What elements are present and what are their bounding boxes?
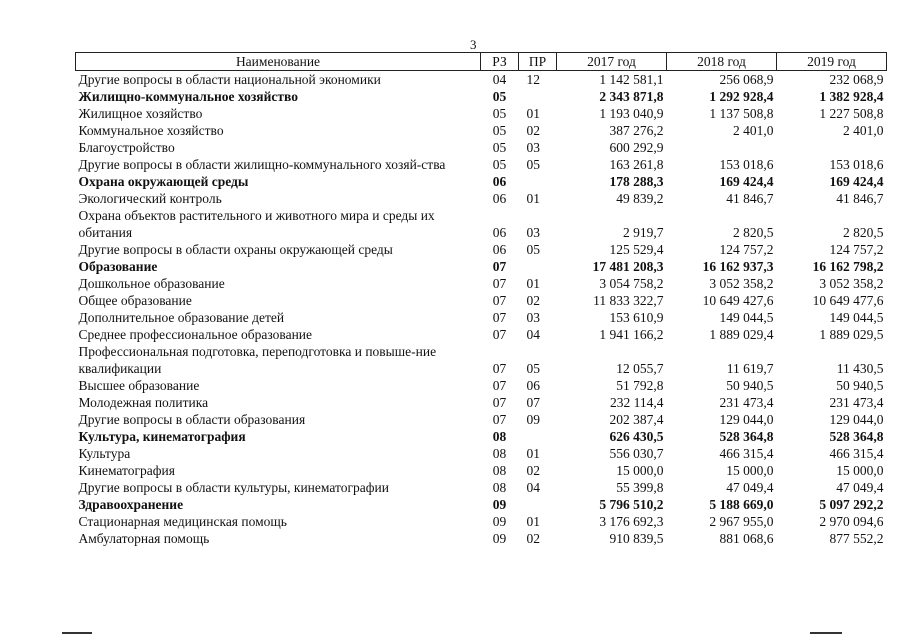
row-name: Здравоохранение (78, 497, 184, 512)
row-name: Жилищно-коммунальное хозяйство (78, 89, 298, 104)
row-rz: 07 (492, 293, 507, 308)
row-2017: 626 430,5 (609, 429, 664, 444)
row-2018: 11 619,7 (726, 361, 774, 376)
table-row (76, 241, 887, 258)
table-row (76, 326, 887, 343)
row-name: Охрана окружающей среды (78, 174, 249, 189)
footer-rule-left (62, 632, 92, 634)
row-2019: 153 018,6 (829, 157, 884, 172)
row-2017: 2 919,7 (623, 225, 664, 240)
row-2018: 124 757,2 (719, 242, 774, 257)
row-2019: 129 044,0 (829, 412, 884, 427)
row-pr (519, 88, 557, 105)
row-pr: 09 (526, 412, 540, 427)
row-2017: 15 000,0 (616, 463, 664, 478)
row-2017: 387 276,2 (609, 123, 664, 138)
row-name: Другие вопросы в области образования (78, 412, 306, 427)
row-2018: 1 292 928,4 (709, 89, 774, 104)
table-row (76, 88, 887, 105)
row-pr (519, 258, 557, 275)
row-2017: 11 833 322,7 (593, 293, 664, 308)
row-rz: 07 (492, 378, 507, 393)
row-rz: 07 (492, 310, 507, 325)
row-rz: 08 (492, 429, 507, 444)
row-rz: 08 (492, 480, 507, 495)
row-2017: 1 142 581,1 (599, 72, 664, 87)
row-2019: 169 424,4 (829, 174, 884, 189)
row-name: Среднее профессиональное образование (78, 327, 313, 342)
row-2018: 1 137 508,8 (709, 106, 774, 121)
row-2018: 2 967 955,0 (709, 514, 774, 529)
footer-rule-right (810, 632, 842, 634)
row-rz: 05 (492, 106, 507, 121)
table-row (76, 122, 887, 139)
table-row (76, 428, 887, 445)
row-rz: 07 (492, 395, 507, 410)
row-2019: 1 227 508,8 (819, 106, 884, 121)
row-pr: 01 (526, 276, 540, 291)
row-rz: 07 (492, 276, 507, 291)
table-body (76, 71, 887, 548)
row-2018: 153 018,6 (719, 157, 774, 172)
row-2017: 163 261,8 (609, 157, 664, 172)
row-2017: 5 796 510,2 (599, 497, 664, 512)
row-name: Другие вопросы в области национальной экономики (78, 72, 381, 87)
row-2019: 50 940,5 (836, 378, 884, 393)
row-2019: 2 970 094,6 (819, 514, 884, 529)
row-2017: 17 481 208,3 (592, 259, 664, 274)
row-pr: 06 (526, 378, 540, 393)
table-row (76, 394, 887, 411)
row-2017: 153 610,9 (609, 310, 664, 325)
row-pr: 02 (526, 293, 540, 308)
row-pr: 01 (526, 514, 540, 529)
row-pr: 02 (526, 463, 540, 478)
row-2018: 1 889 029,4 (709, 327, 774, 342)
row-2017: 600 292,9 (609, 140, 664, 155)
row-rz: 09 (492, 531, 507, 546)
row-pr: 02 (526, 123, 540, 138)
row-2017: 1 193 040,9 (599, 106, 664, 121)
row-2017: 12 055,7 (616, 361, 664, 376)
row-rz: 07 (492, 412, 507, 427)
row-rz: 07 (492, 361, 507, 376)
row-rz: 04 (492, 72, 507, 87)
row-pr: 01 (526, 446, 540, 461)
row-pr: 04 (526, 480, 540, 495)
row-pr: 01 (526, 106, 540, 121)
row-2019: 877 552,2 (829, 531, 884, 546)
table-row (76, 105, 887, 122)
row-2019: 5 097 292,2 (819, 497, 884, 512)
table-row (76, 156, 887, 173)
row-2018: 169 424,4 (719, 174, 774, 189)
row-pr: 12 (526, 72, 540, 87)
table-row (76, 445, 887, 462)
row-2017: 49 839,2 (616, 191, 664, 206)
row-2017: 3 054 758,2 (599, 276, 664, 291)
row-name: Дошкольное образование (78, 276, 225, 291)
header-2017: 2017 год (557, 53, 667, 71)
row-2019: 1 382 928,4 (819, 89, 884, 104)
row-2017: 556 030,7 (609, 446, 664, 461)
header-2018: 2018 год (667, 53, 777, 71)
table-row (76, 496, 887, 513)
table-header (76, 53, 887, 71)
table-row (76, 173, 887, 190)
row-2018: 15 000,0 (726, 463, 774, 478)
table-row (76, 139, 887, 156)
row-pr: 03 (526, 140, 540, 155)
row-rz: 06 (492, 242, 507, 257)
row-2017: 55 399,8 (616, 480, 664, 495)
table-row (76, 377, 887, 394)
row-2018: 2 820,5 (733, 225, 774, 240)
row-name: Другие вопросы в области охраны окружающей среды (78, 242, 393, 257)
row-pr (519, 428, 557, 445)
row-2019: 10 649 477,6 (812, 293, 884, 308)
row-rz: 08 (492, 446, 507, 461)
row-2019: 124 757,2 (829, 242, 884, 257)
row-pr (519, 173, 557, 190)
row-name: Общее образование (78, 293, 192, 308)
row-rz: 07 (492, 259, 507, 274)
row-pr: 02 (526, 531, 540, 546)
row-2018: 231 473,4 (719, 395, 774, 410)
row-2018: 466 315,4 (719, 446, 774, 461)
row-rz: 09 (492, 497, 507, 512)
header-2019: 2019 год (777, 53, 887, 71)
table-row (76, 275, 887, 292)
row-rz: 05 (492, 89, 507, 104)
row-pr: 01 (526, 191, 540, 206)
row-2019: 11 430,5 (836, 361, 884, 376)
row-name: Образование (78, 259, 158, 274)
budget-table (75, 52, 887, 547)
row-2019: 528 364,8 (829, 429, 884, 444)
row-name: Благоустройство (78, 140, 175, 155)
header-rz: РЗ (481, 53, 519, 71)
row-2019: 149 044,5 (829, 310, 884, 325)
table-row (76, 530, 887, 547)
row-name: Дополнительное образование детей (78, 310, 285, 325)
row-name: Амбулаторная помощь (78, 531, 210, 546)
table-row (76, 190, 887, 207)
row-2017: 178 288,3 (609, 174, 664, 189)
row-2017: 910 839,5 (609, 531, 664, 546)
row-name: Профессиональная подготовка, переподготовка и повыше-ние квалификации (78, 344, 437, 376)
row-name: Молодежная политика (78, 395, 209, 410)
row-2018: 256 068,9 (719, 72, 774, 87)
row-name: Другие вопросы в области культуры, кинематографии (78, 480, 389, 495)
table-row (76, 309, 887, 326)
row-2019: 2 401,0 (843, 123, 884, 138)
row-2018: 528 364,8 (719, 429, 774, 444)
row-name: Культура (78, 446, 131, 461)
row-2018: 149 044,5 (719, 310, 774, 325)
row-2018: 2 401,0 (733, 123, 774, 138)
row-name: Стационарная медицинская помощь (78, 514, 287, 529)
row-2019: 47 049,4 (836, 480, 884, 495)
row-2017: 51 792,8 (616, 378, 664, 393)
table-row (76, 513, 887, 530)
row-rz: 06 (492, 174, 507, 189)
row-pr (519, 496, 557, 513)
row-pr: 05 (526, 242, 540, 257)
row-2019: 16 162 798,2 (812, 259, 884, 274)
row-2018: 3 052 358,2 (709, 276, 774, 291)
row-name: Кинематография (78, 463, 175, 478)
table-row (76, 343, 887, 377)
table-row (76, 207, 887, 241)
row-2017: 2 343 871,8 (599, 89, 664, 104)
row-2018: 881 068,6 (719, 531, 774, 546)
row-2018: 10 649 427,6 (702, 293, 774, 308)
row-pr: 03 (526, 225, 540, 240)
table-row (76, 258, 887, 275)
row-2018: 41 846,7 (726, 191, 774, 206)
row-2017: 202 387,4 (609, 412, 664, 427)
row-rz: 07 (492, 327, 507, 342)
row-2018: 16 162 937,3 (702, 259, 774, 274)
row-2019: 41 846,7 (836, 191, 884, 206)
row-pr: 05 (526, 157, 540, 172)
row-rz: 06 (492, 191, 507, 206)
table-row (76, 479, 887, 496)
row-2018: 47 049,4 (726, 480, 774, 495)
row-2019: 1 889 029,5 (819, 327, 884, 342)
row-name: Коммунальное хозяйство (78, 123, 224, 138)
row-2017: 1 941 166,2 (599, 327, 664, 342)
table-row (76, 292, 887, 309)
row-pr: 04 (526, 327, 540, 342)
row-2019 (777, 139, 887, 156)
row-pr: 03 (526, 310, 540, 325)
row-2018: 5 188 669,0 (709, 497, 774, 512)
row-2019: 2 820,5 (843, 225, 884, 240)
row-name: Другие вопросы в области жилищно-коммунального хозяй-ства (78, 157, 446, 172)
row-rz: 09 (492, 514, 507, 529)
row-name: Культура, кинематография (78, 429, 246, 444)
row-rz: 06 (492, 225, 507, 240)
table-row (76, 71, 887, 89)
row-2017: 125 529,4 (609, 242, 664, 257)
row-2018: 50 940,5 (726, 378, 774, 393)
row-name: Экологический контроль (78, 191, 222, 206)
row-rz: 08 (492, 463, 507, 478)
row-2017: 232 114,4 (610, 395, 664, 410)
row-2017: 3 176 692,3 (599, 514, 664, 529)
row-name: Высшее образование (78, 378, 200, 393)
row-pr: 05 (526, 361, 540, 376)
row-2019: 466 315,4 (829, 446, 884, 461)
row-2019: 3 052 358,2 (819, 276, 884, 291)
row-2019: 232 068,9 (829, 72, 884, 87)
page-number: 3 (470, 37, 477, 52)
row-2019: 15 000,0 (836, 463, 884, 478)
row-2018 (667, 139, 777, 156)
table-row (76, 411, 887, 428)
row-rz: 05 (492, 157, 507, 172)
row-name: Охрана объектов растительного и животного мира и среды их обитания (78, 208, 435, 240)
table-row (76, 462, 887, 479)
row-2019: 231 473,4 (829, 395, 884, 410)
header-pr: ПР (519, 53, 557, 71)
header-name: Наименование (76, 53, 481, 71)
row-pr: 07 (526, 395, 540, 410)
row-2018: 129 044,0 (719, 412, 774, 427)
row-rz: 05 (492, 123, 507, 138)
row-rz: 05 (492, 140, 507, 155)
row-name: Жилищное хозяйство (78, 106, 203, 121)
